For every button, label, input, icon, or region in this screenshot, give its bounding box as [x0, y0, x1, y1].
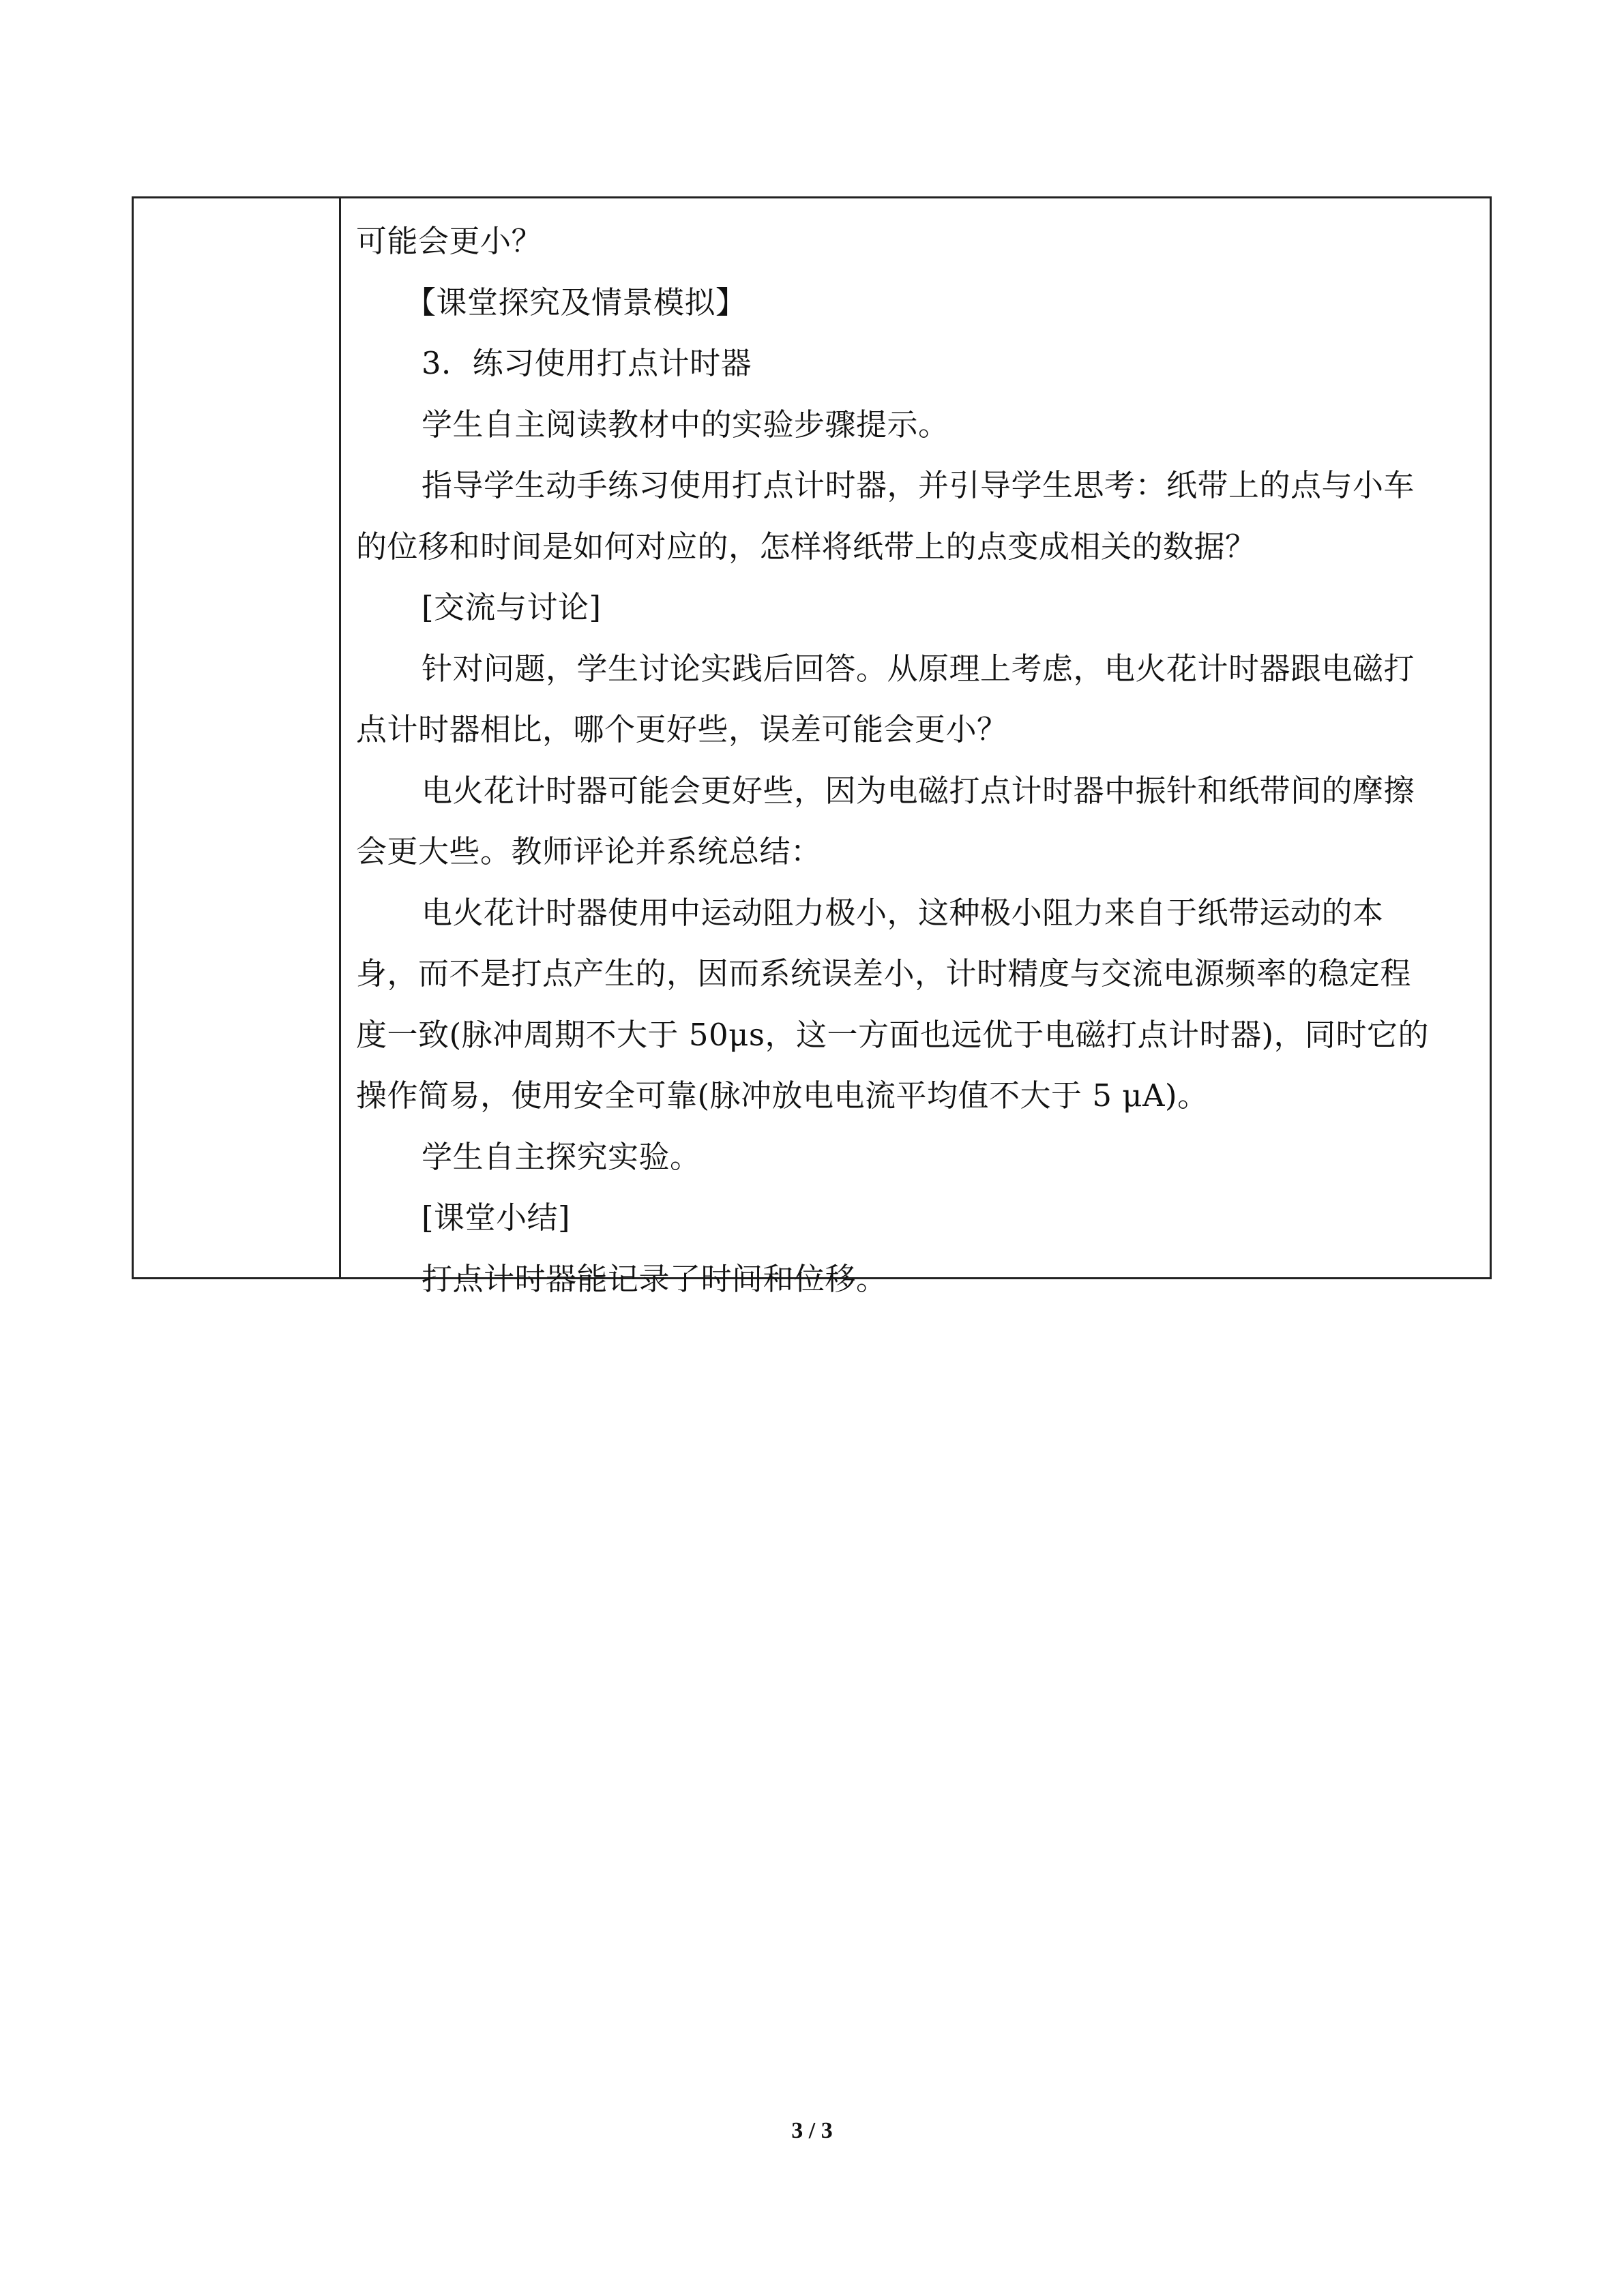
text-line: 针对问题，学生讨论实践后回答。从原理上考虑，电火花计时器跟电磁打: [422, 650, 1415, 687]
table-right-column: [341, 198, 1490, 1297]
text-line: 打点计时器能记录了时间和位移。: [422, 1260, 887, 1297]
text-line: 度一致(脉冲周期不大于 50μs，这一方面也远优于电磁打点计时器)，同时它的: [356, 1016, 1430, 1053]
text-line: 会更大些。教师评论并系统总结：: [356, 833, 822, 869]
text-line: 电火花计时器可能会更好些，因为电磁打点计时器中振针和纸带间的摩擦: [422, 772, 1415, 809]
text-line: 点计时器相比，哪个更好些，误差可能会更小？: [356, 711, 1008, 747]
text-line: 的位移和时间是如何对应的，怎样将纸带上的点变成相关的数据？: [356, 528, 1256, 565]
text-line: 电火花计时器使用中运动阻力极小，这种极小阻力来自于纸带运动的本: [422, 894, 1384, 931]
summary-heading: [课堂小结]: [422, 1199, 571, 1236]
table-left-column: [134, 198, 341, 1277]
text-line: 指导学生动手练习使用打点计时器，并引导学生思考：纸带上的点与小车: [422, 467, 1415, 503]
lesson-table: [132, 196, 1492, 1297]
text-line: 身，而不是打点产生的，因而系统误差小，计时精度与交流电源频率的稳定程: [356, 955, 1412, 992]
discussion-heading: [交流与讨论]: [422, 589, 602, 625]
text-line: 可能会更小？: [356, 223, 543, 259]
section-heading: 【课堂探究及情景模拟】: [405, 284, 747, 320]
page-number: 3 / 3: [791, 2118, 833, 2143]
text-line: 操作简易，使用安全可靠(脉冲放电电流平均值不大于 5 μA)。: [356, 1077, 1209, 1114]
subsection-heading: 3．练习使用打点计时器: [422, 345, 752, 381]
text-line: 学生自主阅读教材中的实验步骤提示。: [422, 406, 949, 443]
text-line: 学生自主探究实验。: [422, 1138, 701, 1175]
